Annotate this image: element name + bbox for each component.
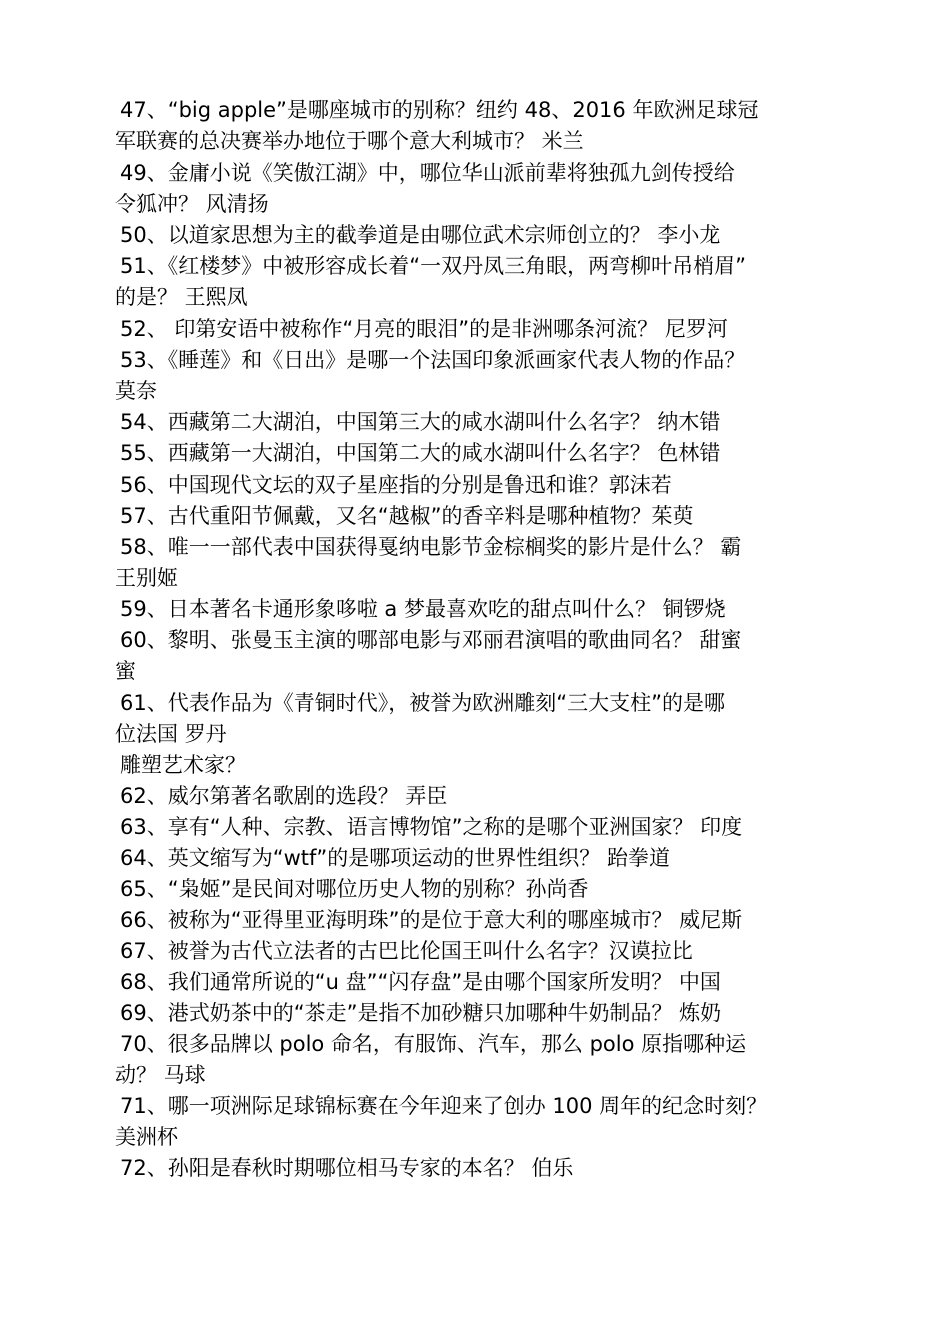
text-line: 58、唯一一部代表中国获得戛纳电影节金棕榈奖的影片是什么？ 霸 [120, 535, 742, 559]
text-line: 51、《红楼梦》中被形容成长着“一双丹凤三角眼，两弯柳叶吊梢眉” [120, 254, 746, 278]
text-line: 令狐冲？ 风清扬 [115, 192, 269, 216]
text-line: 70、很多品牌以 polo 命名，有服饰、汽车，那么 polo 原指哪种运 [120, 1032, 747, 1056]
text-line: 动？ 马球 [115, 1063, 206, 1087]
text-line: 52、 印第安语中被称作“月亮的眼泪”的是非洲哪条河流？ 尼罗河 [120, 317, 728, 341]
text-line: 68、我们通常所说的“u 盘”“闪存盘”是由哪个国家所发明？ 中国 [120, 970, 721, 994]
text-line: 65、“枭姬”是民间对哪位历史人物的别称？孙尚香 [120, 877, 589, 901]
text-line: 雕塑艺术家？ [120, 753, 246, 777]
text-line: 55、西藏第一大湖泊，中国第二大的咸水湖叫什么名字？ 色林错 [120, 441, 721, 465]
text-line: 69、港式奶茶中的“茶走”是指不加砂糖只加哪种牛奶制品？ 炼奶 [120, 1001, 722, 1025]
text-line: 60、黎明、张曼玉主演的哪部电影与邓丽君演唱的歌曲同名？ 甜蜜 [120, 628, 742, 652]
text-line: 54、西藏第二大湖泊，中国第三大的咸水湖叫什么名字？ 纳木错 [120, 410, 721, 434]
text-line: 王别姬 [115, 566, 178, 590]
text-line: 64、英文缩写为“wtf”的是哪项运动的世界性组织？ 跆拳道 [120, 846, 670, 870]
text-line: 49、金庸小说《笑傲江湖》中，哪位华山派前辈将独孤九剑传授给 [120, 161, 735, 185]
text-line: 57、古代重阳节佩戴，又名“越椒”的香辛料是哪种植物？茱萸 [120, 504, 694, 528]
text-line: 71、哪一项洲际足球锦标赛在今年迎来了创办 100 周年的纪念时刻？ [120, 1094, 768, 1118]
text-line: 位法国 罗丹 [115, 722, 227, 746]
text-line: 47、“big apple”是哪座城市的别称？纽约 48、2016 年欧洲足球冠 [120, 98, 759, 122]
text-line: 50、以道家思想为主的截拳道是由哪位武术宗师创立的？ 李小龙 [120, 223, 721, 247]
text-line: 军联赛的总决赛举办地位于哪个意大利城市？ 米兰 [115, 129, 584, 153]
text-line: 的是？ 王熙凤 [115, 285, 248, 309]
text-line: 61、代表作品为《青铜时代》，被誉为欧洲雕刻“三大支柱”的是哪 [120, 691, 725, 715]
text-line: 66、被称为“亚得里亚海明珠”的是位于意大利的哪座城市？ 威尼斯 [120, 908, 743, 932]
text-line: 62、威尔第著名歌剧的选段？ 弄臣 [120, 784, 448, 808]
text-line: 53、《睡莲》和《日出》是哪一个法国印象派画家代表人物的作品？ [120, 348, 746, 372]
text-line: 59、日本著名卡通形象哆啦 a 梦最喜欢吃的甜点叫什么？ 铜锣烧 [120, 597, 726, 621]
text-line: 56、中国现代文坛的双子星座指的分别是鲁迅和谁？郭沫若 [120, 473, 672, 497]
text-line: 67、被誉为古代立法者的古巴比伦国王叫什么名字？汉谟拉比 [120, 939, 693, 963]
text-line: 蜜 [115, 659, 136, 683]
text-line: 63、享有“人种、宗教、语言博物馆”之称的是哪个亚洲国家？ 印度 [120, 815, 743, 839]
text-line: 72、孙阳是春秋时期哪位相马专家的本名？ 伯乐 [120, 1156, 574, 1180]
text-line: 莫奈 [115, 379, 157, 403]
text-line: 美洲杯 [115, 1125, 178, 1149]
